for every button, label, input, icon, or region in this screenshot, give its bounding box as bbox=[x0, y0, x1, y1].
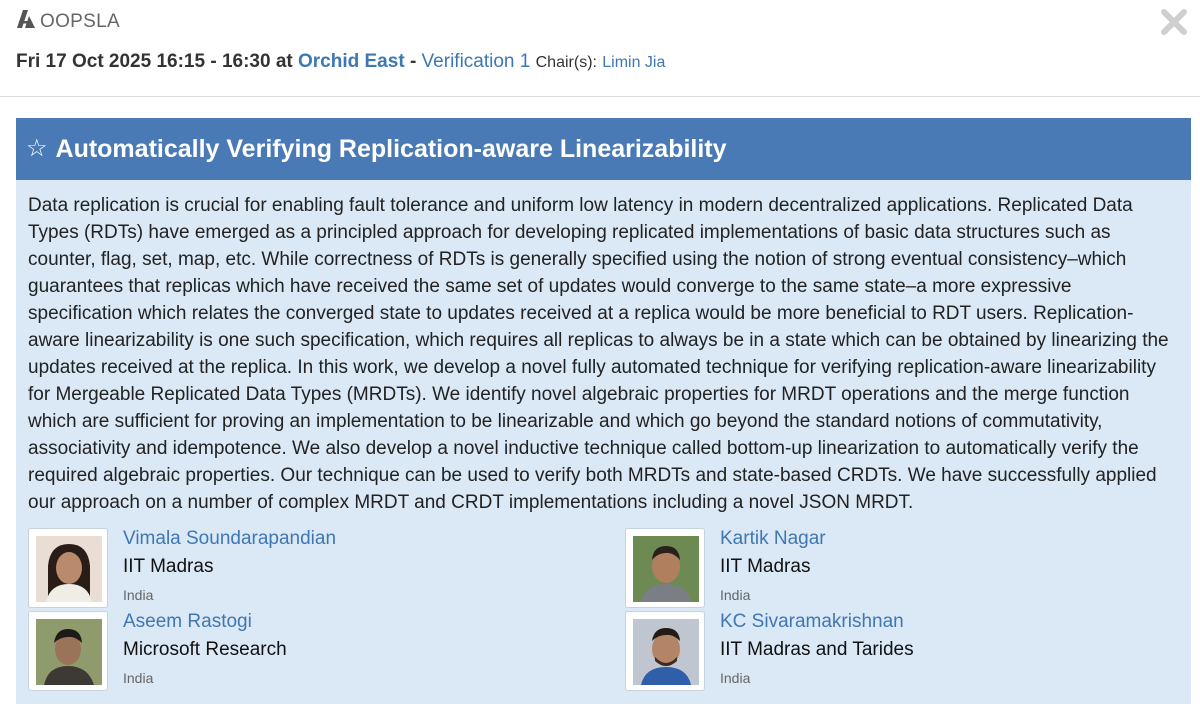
author-affiliation: IIT Madras bbox=[123, 556, 214, 577]
author-country: India bbox=[123, 587, 154, 603]
author-country: India bbox=[123, 670, 154, 686]
conference-name: OOPSLA bbox=[40, 10, 120, 32]
author-photo[interactable] bbox=[28, 611, 108, 691]
close-icon bbox=[1160, 8, 1188, 36]
author-avatar-icon bbox=[36, 619, 102, 685]
author-affiliation: IIT Madras and Tarides bbox=[720, 639, 914, 660]
session-time: Fri 17 Oct 2025 16:15 - 16:30 at bbox=[16, 51, 293, 72]
author-avatar-icon bbox=[633, 536, 699, 602]
dialog-header bbox=[0, 0, 1200, 97]
author-affiliation: IIT Madras bbox=[720, 556, 811, 577]
close-button[interactable] bbox=[1160, 8, 1188, 36]
chair-label: Chair(s): bbox=[535, 54, 597, 71]
talk-title-bar bbox=[16, 118, 1191, 180]
talk-panel bbox=[16, 118, 1191, 704]
author-avatar-icon bbox=[36, 536, 102, 602]
author-country: India bbox=[720, 587, 751, 603]
conference-brand[interactable] bbox=[16, 9, 120, 34]
conference-logo-icon bbox=[16, 9, 36, 34]
author-name-link[interactable]: Vimala Soundarapandian bbox=[123, 528, 337, 549]
author-photo[interactable] bbox=[28, 528, 108, 608]
talk-title: Automatically Verifying Replication-aware Linearizability bbox=[55, 134, 727, 163]
chair-link[interactable]: Limin Jia bbox=[602, 54, 666, 71]
author-name-link[interactable]: Aseem Rastogi bbox=[123, 611, 252, 632]
author-photo[interactable] bbox=[625, 611, 705, 691]
author-photo[interactable] bbox=[625, 528, 705, 608]
session-info bbox=[16, 51, 665, 73]
talk-abstract: Data replication is crucial for enabling fault tolerance and uniform low latency in modern decentralized applications. Replicated Data Types (RDTs) have emerged as a principled approach for developing replicated implementations of basic data structures such as counter, flag, set, map, etc. While correctness of RDTs is generally specified using the notion of strong eventual consistency–which guarantees that replicas which have received the same set of updates would converge to the same state–a more expressive specification which relates the converged state to updates received at a replica would be more beneficial to RDT users. Replication-aware linearizability is one such specification, which requires all replicas to always be in a state which can be obtained by linearizing the updates received at the replica. In this work, we develop a novel fully automated technique for verifying replication-aware linearizability for Mergeable Replicated Data Types (MRDTs). We identify novel algebraic properties for MRDT operations and the merge function which are sufficient for proving an implementation to be linearizable and which go beyond the standard notions of commutativity, associativity and idempotence. We also develop a novel inductive technique called bottom-up linearization to automatically verify the required algebraic properties. Our technique can be used to verify both MRDTs and state-based CRDTs. We have successfully applied our approach on a number of complex MRDT and CRDT implementations including a novel JSON MRDT. bbox=[28, 195, 1169, 513]
author-avatar-icon bbox=[633, 619, 699, 685]
author-country: India bbox=[720, 670, 751, 686]
author-affiliation: Microsoft Research bbox=[123, 639, 287, 660]
session-separator: - bbox=[409, 51, 417, 72]
room-link[interactable]: Orchid East bbox=[298, 51, 405, 72]
favorite-star-icon[interactable]: ☆ bbox=[26, 135, 48, 162]
author-name-link[interactable]: KC Sivaramakrishnan bbox=[720, 611, 904, 632]
author-name-link[interactable]: Kartik Nagar bbox=[720, 528, 826, 549]
session-link[interactable]: Verification 1 bbox=[421, 51, 531, 72]
